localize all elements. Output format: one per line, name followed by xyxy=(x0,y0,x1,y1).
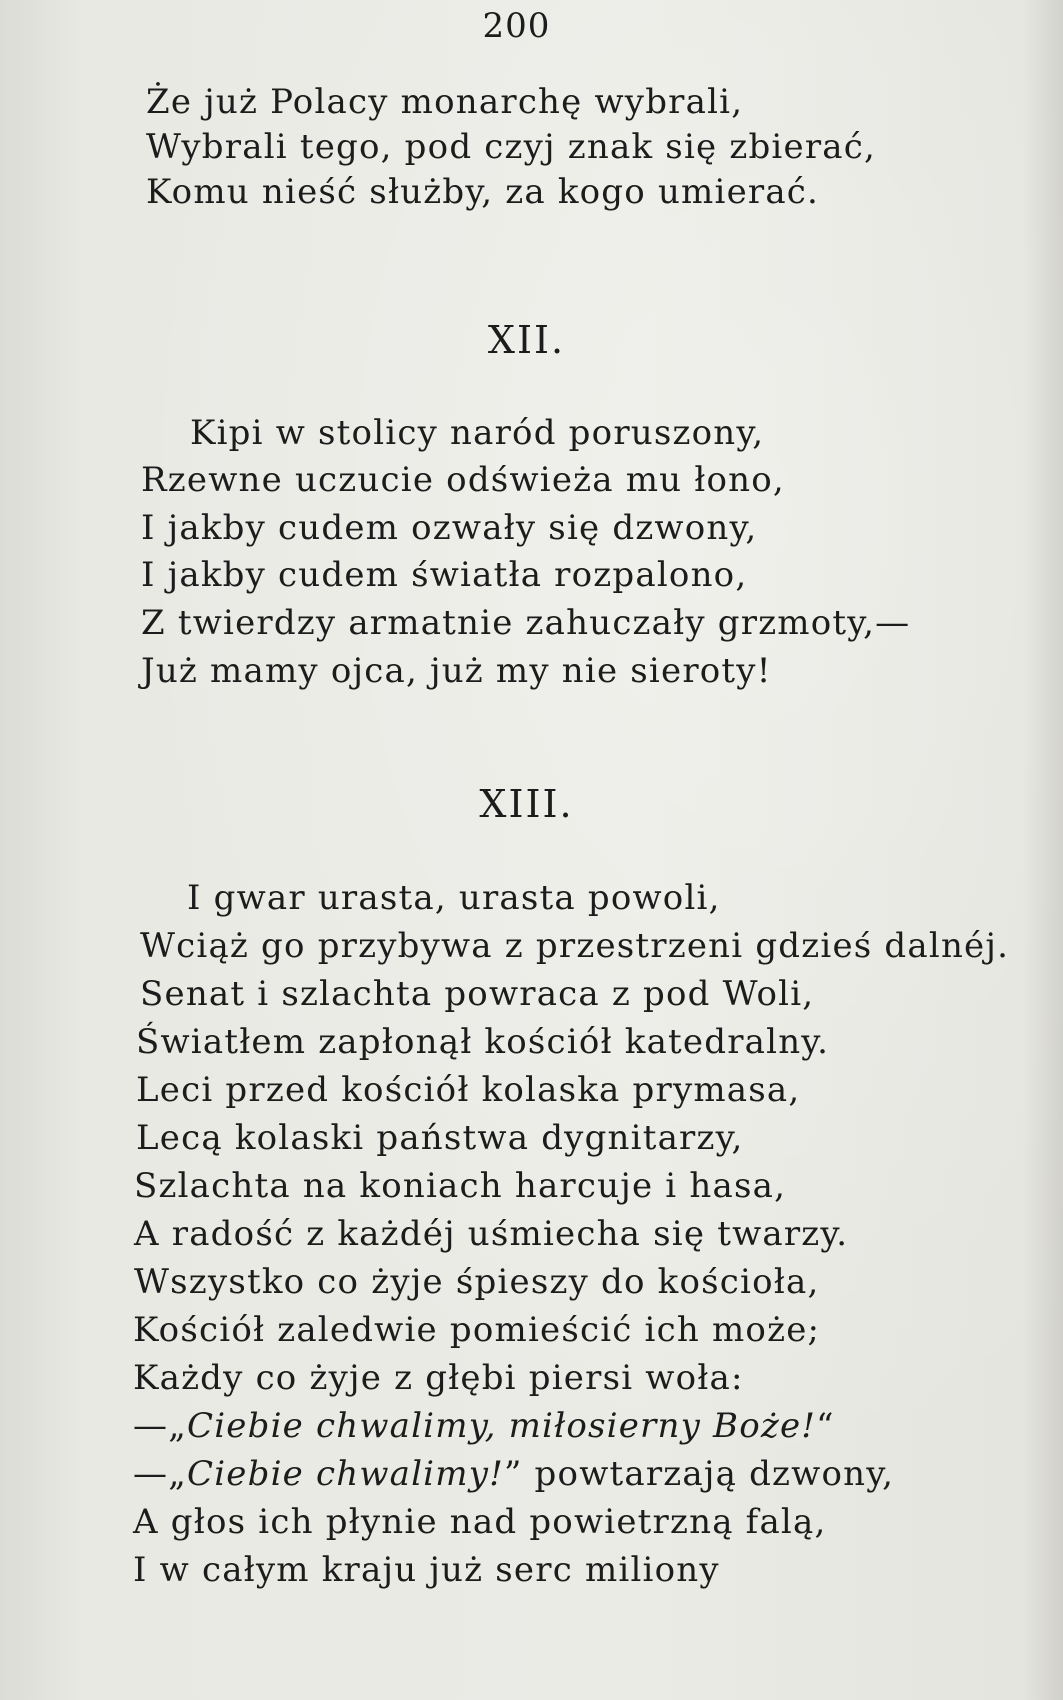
verse-line: A głos ich płynie nad powietrzną falą, xyxy=(133,1502,827,1542)
page-edge-shadow xyxy=(1023,0,1063,1700)
verse-line: I jakby cudem światła rozpalono, xyxy=(141,555,748,595)
italic-text: Ciebie chwalimy, miłosierny Boże! xyxy=(187,1406,817,1446)
verse-line: Szlachta na koniach harcuje i hasa, xyxy=(134,1166,787,1206)
verse-line: Wybrali tego, pod czyj znak się zbierać, xyxy=(146,127,876,167)
verse-line: Kipi w stolicy naród poruszony, xyxy=(190,413,765,453)
verse-line: Że już Polacy monarchę wybrali, xyxy=(146,82,744,122)
verse-line: Leci przed kościół kolaska prymasa, xyxy=(136,1070,801,1110)
verse-line-italic xyxy=(133,1454,894,1494)
quote-close: “ xyxy=(816,1406,835,1446)
verse-line: Już mamy ojca, już my nie sieroty! xyxy=(141,651,772,691)
italic-text: Ciebie chwalimy! xyxy=(187,1454,504,1494)
verse-line-italic xyxy=(133,1406,835,1446)
verse-line: Z twierdzy armatnie zahuczały grzmoty,— xyxy=(141,603,911,643)
verse-line: A radość z każdéj uśmiecha się twarzy. xyxy=(134,1214,849,1254)
verse-line: I gwar urasta, urasta powoli, xyxy=(187,878,721,918)
verse-line: Komu nieść służby, za kogo umierać. xyxy=(146,172,820,212)
quote-open: —„ xyxy=(133,1454,188,1494)
verse-line: Wciąż go przybywa z przestrzeni gdzieś dalnéj. xyxy=(140,926,1010,966)
verse-line: Lecą kolaski państwa dygnitarzy, xyxy=(136,1118,744,1158)
section-heading-xiii: XIII. xyxy=(479,782,574,826)
page-number: 200 xyxy=(482,6,551,46)
verse-line: Wszystko co żyje śpieszy do kościoła, xyxy=(134,1262,820,1302)
line-continuation: ” powtarzają dzwony, xyxy=(503,1454,895,1494)
verse-line: I jakby cudem ozwały się dzwony, xyxy=(141,508,758,548)
verse-line: Rzewne uczucie odświeża mu łono, xyxy=(141,460,785,500)
verse-line: Senat i szlachta powraca z pod Woli, xyxy=(140,974,815,1014)
verse-line: Światłem zapłonął kościół katedralny. xyxy=(136,1022,830,1062)
verse-line: Każdy co żyje z głębi piersi woła: xyxy=(133,1358,744,1398)
quote-open: —„ xyxy=(133,1406,188,1446)
verse-line: Kościół zaledwie pomieścić ich może; xyxy=(133,1310,821,1350)
verse-line: I w całym kraju już serc miliony xyxy=(133,1550,720,1590)
section-heading-xii: XII. xyxy=(487,318,566,362)
